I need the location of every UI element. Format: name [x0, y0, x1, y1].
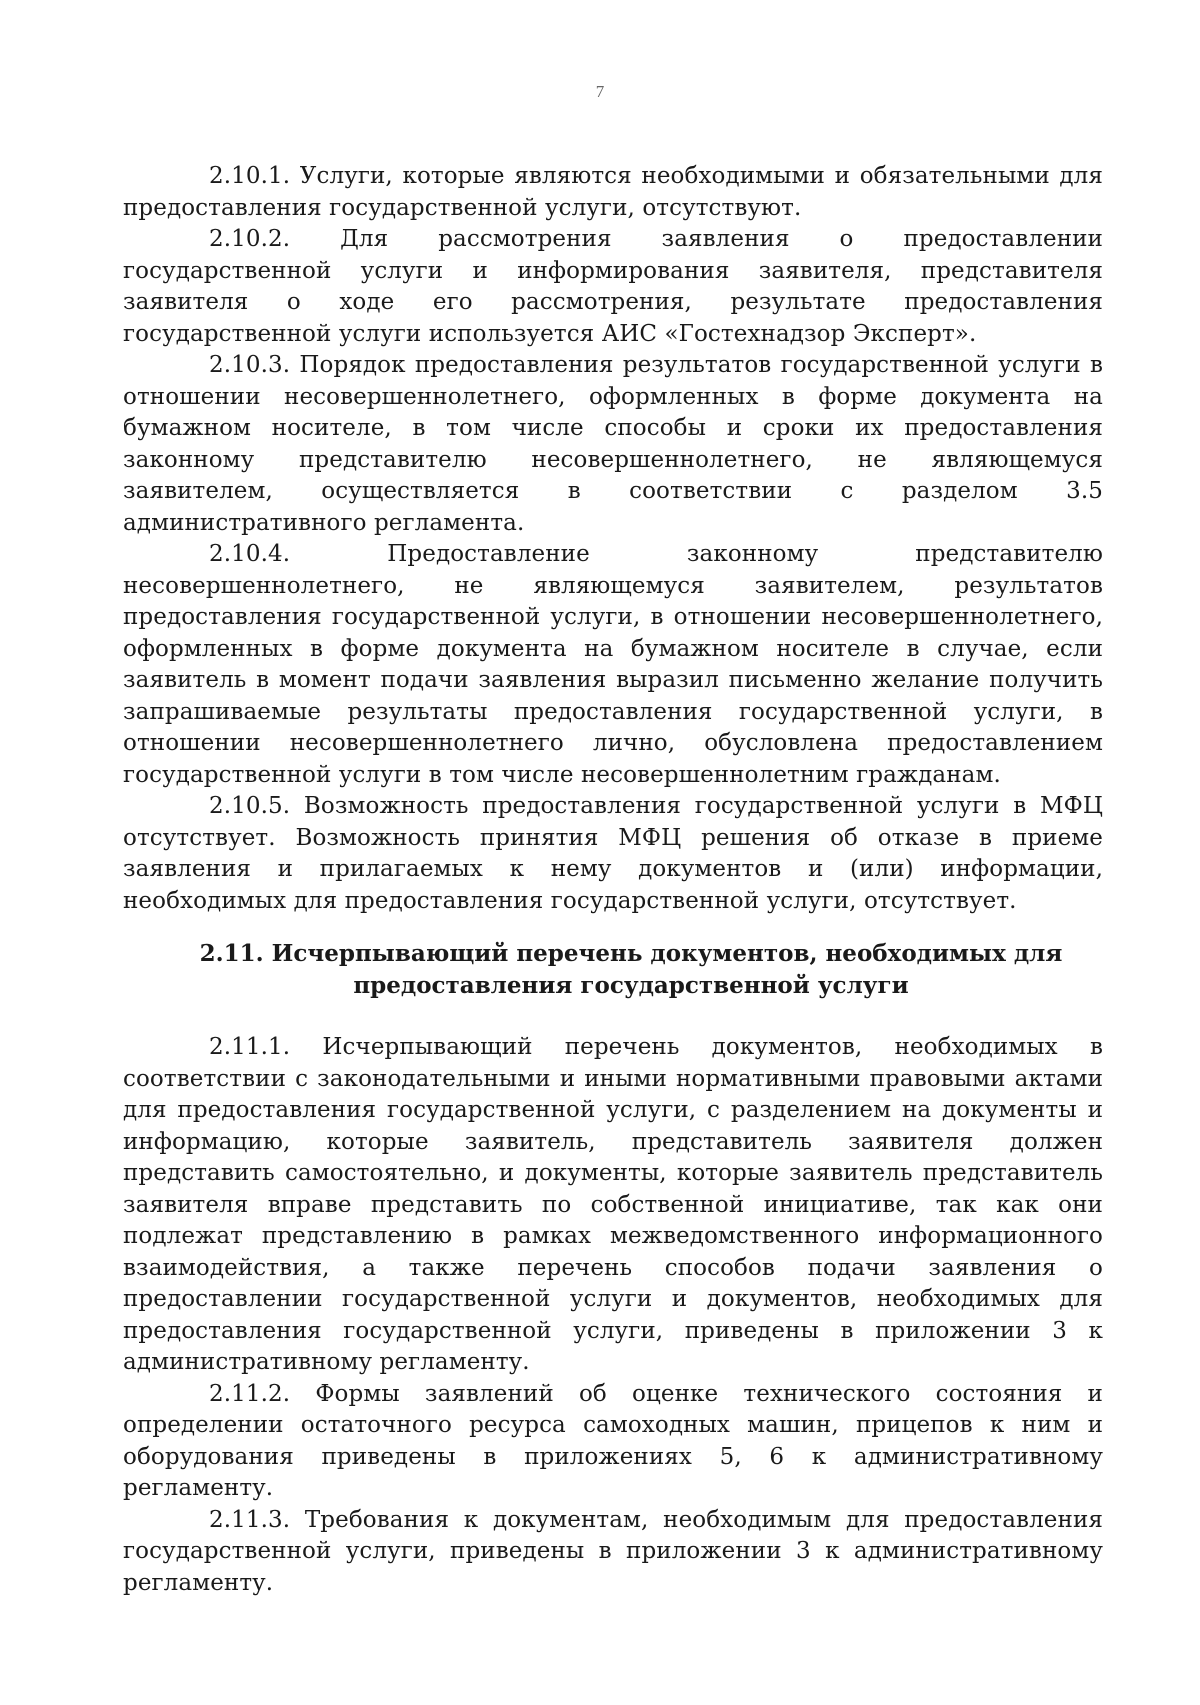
paragraph-2-10-2: 2.10.2. Для рассмотрения заявления о предоставлении государственной услуги и информирования заявителя, представителя заявителя о ходе его рассмотрения, результате предоставления государственной услуги используется АИС «Гостехнадзор Эксперт». [123, 226, 1103, 347]
paragraph-2-11-2: 2.11.2. Формы заявлений об оценке технического состояния и определении остаточного ресурса самоходных машин, прицепов к ним и оборудования приведены в приложениях 5, 6 к административному регламенту. [123, 1380, 1103, 1501]
paragraph-2-11-1: 2.11.1. Исчерпывающий перечень документов, необходимых в соответствии с законодательными и иными нормативными правовыми актами для предоставления государственной услуги, с разделением на документы и информацию, которые заявитель, представитель заявителя должен представить самостоятельно, и документы, которые заявитель представитель заявителя вправе представить по собственной инициативе, так как они подлежат представлению в рамках межведомственного информационного взаимодействия, а также перечень способов подачи заявления о предоставлении государственной услуги и документов, необходимых для предоставления государственной услуги, приведены в приложении 3 к административному регламенту. [123, 1034, 1103, 1375]
section-2-10-body [123, 161, 1103, 917]
paragraph-2-10-3: 2.10.3. Порядок предоставления результатов государственной услуги в отношении несовершеннолетнего, оформленных в форме документа на бумажном носителе, в том числе способы и сроки их предоставления законному представителю несовершеннолетнего, не являющемуся заявителем, осуществляется в соответствии с разделом 3.5 административного регламента. [123, 352, 1103, 536]
section-2-11-heading [123, 938, 1103, 1002]
paragraph-2-10-4: 2.10.4. Предоставление законному представителю несовершеннолетнего, не являющемуся заявителем, результатов предоставления государственной услуги, в отношении несовершеннолетнего, оформленных в форме документа на бумажном носителе в случае, если заявитель в момент подачи заявления выразил письменно желание получить запрашиваемые результаты предоставления государственной услуги, в отношении несовершеннолетнего лично, обусловлена предоставлением государственной услуги в том числе несовершеннолетним гражданам. [123, 541, 1103, 788]
paragraph-2-10-5: 2.10.5. Возможность предоставления государственной услуги в МФЦ отсутствует. Возможность принятия МФЦ решения об отказе в приеме заявления и прилагаемых к нему документов и (или) информации, необходимых для предоставления государственной услуги, отсутствует. [123, 793, 1103, 914]
section-2-11-body [123, 1032, 1103, 1599]
paragraph-2-10-1: 2.10.1. Услуги, которые являются необходимыми и обязательными для предоставления государственной услуги, отсутствуют. [123, 163, 1103, 221]
paragraph-2-11-3: 2.11.3. Требования к документам, необходимым для предоставления государственной услуги, приведены в приложении 3 к административному регламенту. [123, 1506, 1103, 1596]
heading-line-1: 2.11. Исчерпывающий перечень документов, необходимых для [199, 940, 1063, 967]
heading-line-2: предоставления государственной услуги [353, 972, 909, 999]
page-number: 7 [595, 82, 605, 101]
